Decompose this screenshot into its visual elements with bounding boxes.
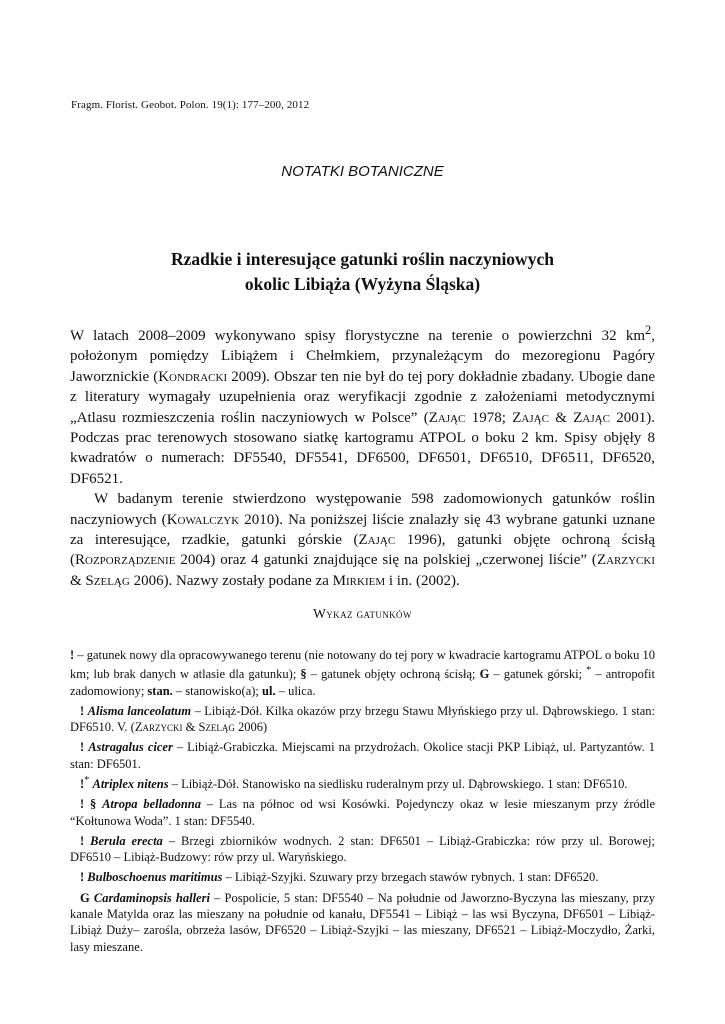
citation-author: Zając	[512, 409, 549, 426]
citation-author: Zając	[428, 409, 466, 426]
species-note: – Pospolicie, 5 stan: DF5540 – Na południe od Jaworzno-Byczyna las mieszany, przy kanale Matylda oraz las mieszany na południe od kanału, DF5541 – Libiąż – las wsi Byczyna, DF6501 – Libiąż-Libiąż Duży– zarośla, obrzeża lasów, DF6520 – Libiąż-Szyjki – las mieszany, DF6521 – Libiąż-Moczydło, Żarki, lasy mieszane.	[70, 890, 655, 954]
species-entry	[70, 887, 655, 955]
citation-author: Szeląg	[198, 720, 235, 735]
species-note: – Las na północ od wsi Kosówki. Pojedynczy okaz w lesie mieszanym przy źródle “Kołtunowa Woda”. 1 stan: DF5540.	[70, 797, 656, 828]
status-mark: !	[80, 703, 85, 718]
species-name: Atropa belladonna	[102, 797, 201, 812]
species-note: – Libiąż-Szyjki. Szuwary przy brzegach stawów rybnych. 1 stan: DF6520.	[222, 870, 599, 885]
species-name: Astragalus cicer	[88, 740, 173, 755]
status-mark: !	[80, 833, 85, 848]
citation-author: Kondracki	[158, 368, 228, 385]
status-mark: !	[80, 740, 85, 755]
species-name: Berula erecta	[90, 833, 163, 848]
status-mark: !	[80, 870, 85, 885]
citation-author: Zając	[358, 532, 396, 549]
species-name: Alisma lanceolatum	[87, 703, 192, 718]
title-line-1: Rzadkie i interesujące gatunki roślin naczyniowych	[171, 249, 554, 269]
citation-author: Zarzycki	[596, 552, 655, 569]
status-mark: ! §	[80, 797, 97, 812]
citation-author: Szeląg	[85, 572, 130, 589]
species-entry	[70, 736, 655, 772]
article-title	[70, 247, 655, 297]
section-heading: NOTATKI BOTANICZNE	[281, 163, 444, 180]
intro-paragraph-2: W badanym terenie stwierdzono występowanie 598 zadomowionych gatunków roślin naczyniowych (Kowalczyk 2010). Na poniższej liście znalazły się 43 wybrane gatunki uznane za interesujące, rzadkie, gatunki górskie (Zając 1996), gatunki objęte ochroną ścisłą (Rozporządzenie 2004) oraz 4 gatunki znajdujące się na polskiej „czerwonej liście” (Zarzycki & Szeląg 2006). Nazwy zostały podane za Mirkiem i in. (2002).	[70, 491, 655, 589]
anthropophyte-mark: *	[84, 774, 90, 786]
species-name: Bulboschoenus maritimus	[87, 870, 223, 885]
citation-author: Zarzycki	[134, 720, 183, 735]
title-line-2: okolic Libiąża (Wyżyna Śląska)	[244, 274, 481, 294]
status-mark: !	[80, 777, 85, 792]
species-list	[70, 647, 655, 956]
species-entry	[70, 830, 655, 866]
species-entry	[70, 773, 655, 792]
citation-author: Zając	[573, 409, 610, 426]
species-entry	[70, 793, 655, 829]
species-note: – Libiąż-Dół. Stanowisko na siedlisku ruderalnym przy ul. Dąbrowskiego. 1 stan: DF6510.	[168, 777, 628, 792]
legend: ! – gatunek nowy dla opracowywanego terenu (nie notowany do tej pory w kwadracie kartogramu ATPOL o boku 10 km; lub brak danych w atlasie dla gatunku); § – gatunek objęty ochroną ścisłą; G – gatunek górski; * – antropofit zadomowiony; stan. – stanowisko(a); ul. – ulica.	[70, 648, 655, 698]
species-entry: ! Alisma lanceolatum – Libiąż-Dół. Kilka okazów przy brzegu Stawu Młyńskiego przy ul. Dąbrowskiego. 1 stan: DF6510. V. (Zarzycki & Szeląg 2006)	[70, 703, 656, 735]
citation-author: Mirkiem	[332, 572, 386, 589]
status-mark: G	[80, 890, 90, 905]
species-note: – Brzegi zbiorników wodnych. 2 stan: DF6501 – Libiąż-Grabiczka: rów przy ul. Borowej; DF6510 – Libiąż-Budzowy: rów przy ul. Waryńskiego.	[70, 833, 655, 865]
citation-author: Rozporządzenie	[75, 552, 176, 569]
intro-text	[70, 320, 655, 591]
species-name: Cardaminopsis halleri	[93, 890, 210, 905]
species-entry	[70, 866, 655, 885]
species-note: – Libiąż-Grabiczka. Miejscami na przydrożach. Okolice stacji PKP Libiąż, ul. Partyzantów. 1 stan: DF6501.	[70, 740, 656, 771]
species-note: – Libiąż-Dół. Kilka okazów przy brzegu Stawu Młyńskiego przy ul. Dąbrowskiego. 1 stan: DF6510. V. (	[70, 703, 656, 735]
citation-author: Kowalczyk	[166, 511, 240, 528]
species-list-heading: Wykaz gatunków	[313, 606, 412, 621]
journal-reference: Fragm. Florist. Geobot. Polon. 19(1): 177–200, 2012	[71, 99, 310, 111]
intro-paragraph-1: W latach 2008–2009 wykonywano spisy florystyczne na terenie o powierzchni 32 $km^2$, położonym pomiędzy Libiążem i Chełmkiem, przynależącym do mezoregionu Pagóry Jaworznickie (Kondracki 2009). Obszar ten nie był do tej pory dokładnie zbadany. Ubogie dane z literatury wymagały uzupełnienia oraz weryfikacji zgodnie z założeniami metodycznymi „Atlasu rozmieszczenia roślin naczyniowych w Polsce” (Zając 1978; Zając & Zając 2001). Podczas prac terenowych stosowano siatkę kartogramu ATPOL o boku 2 km. Spisy objęły 8 kwadratów o numerach: DF5540, DF5541, DF6500, DF6501, DF6510, DF6511, DF6520, DF6521.	[70, 323, 656, 487]
species-name: Atriplex nitens	[92, 777, 169, 792]
